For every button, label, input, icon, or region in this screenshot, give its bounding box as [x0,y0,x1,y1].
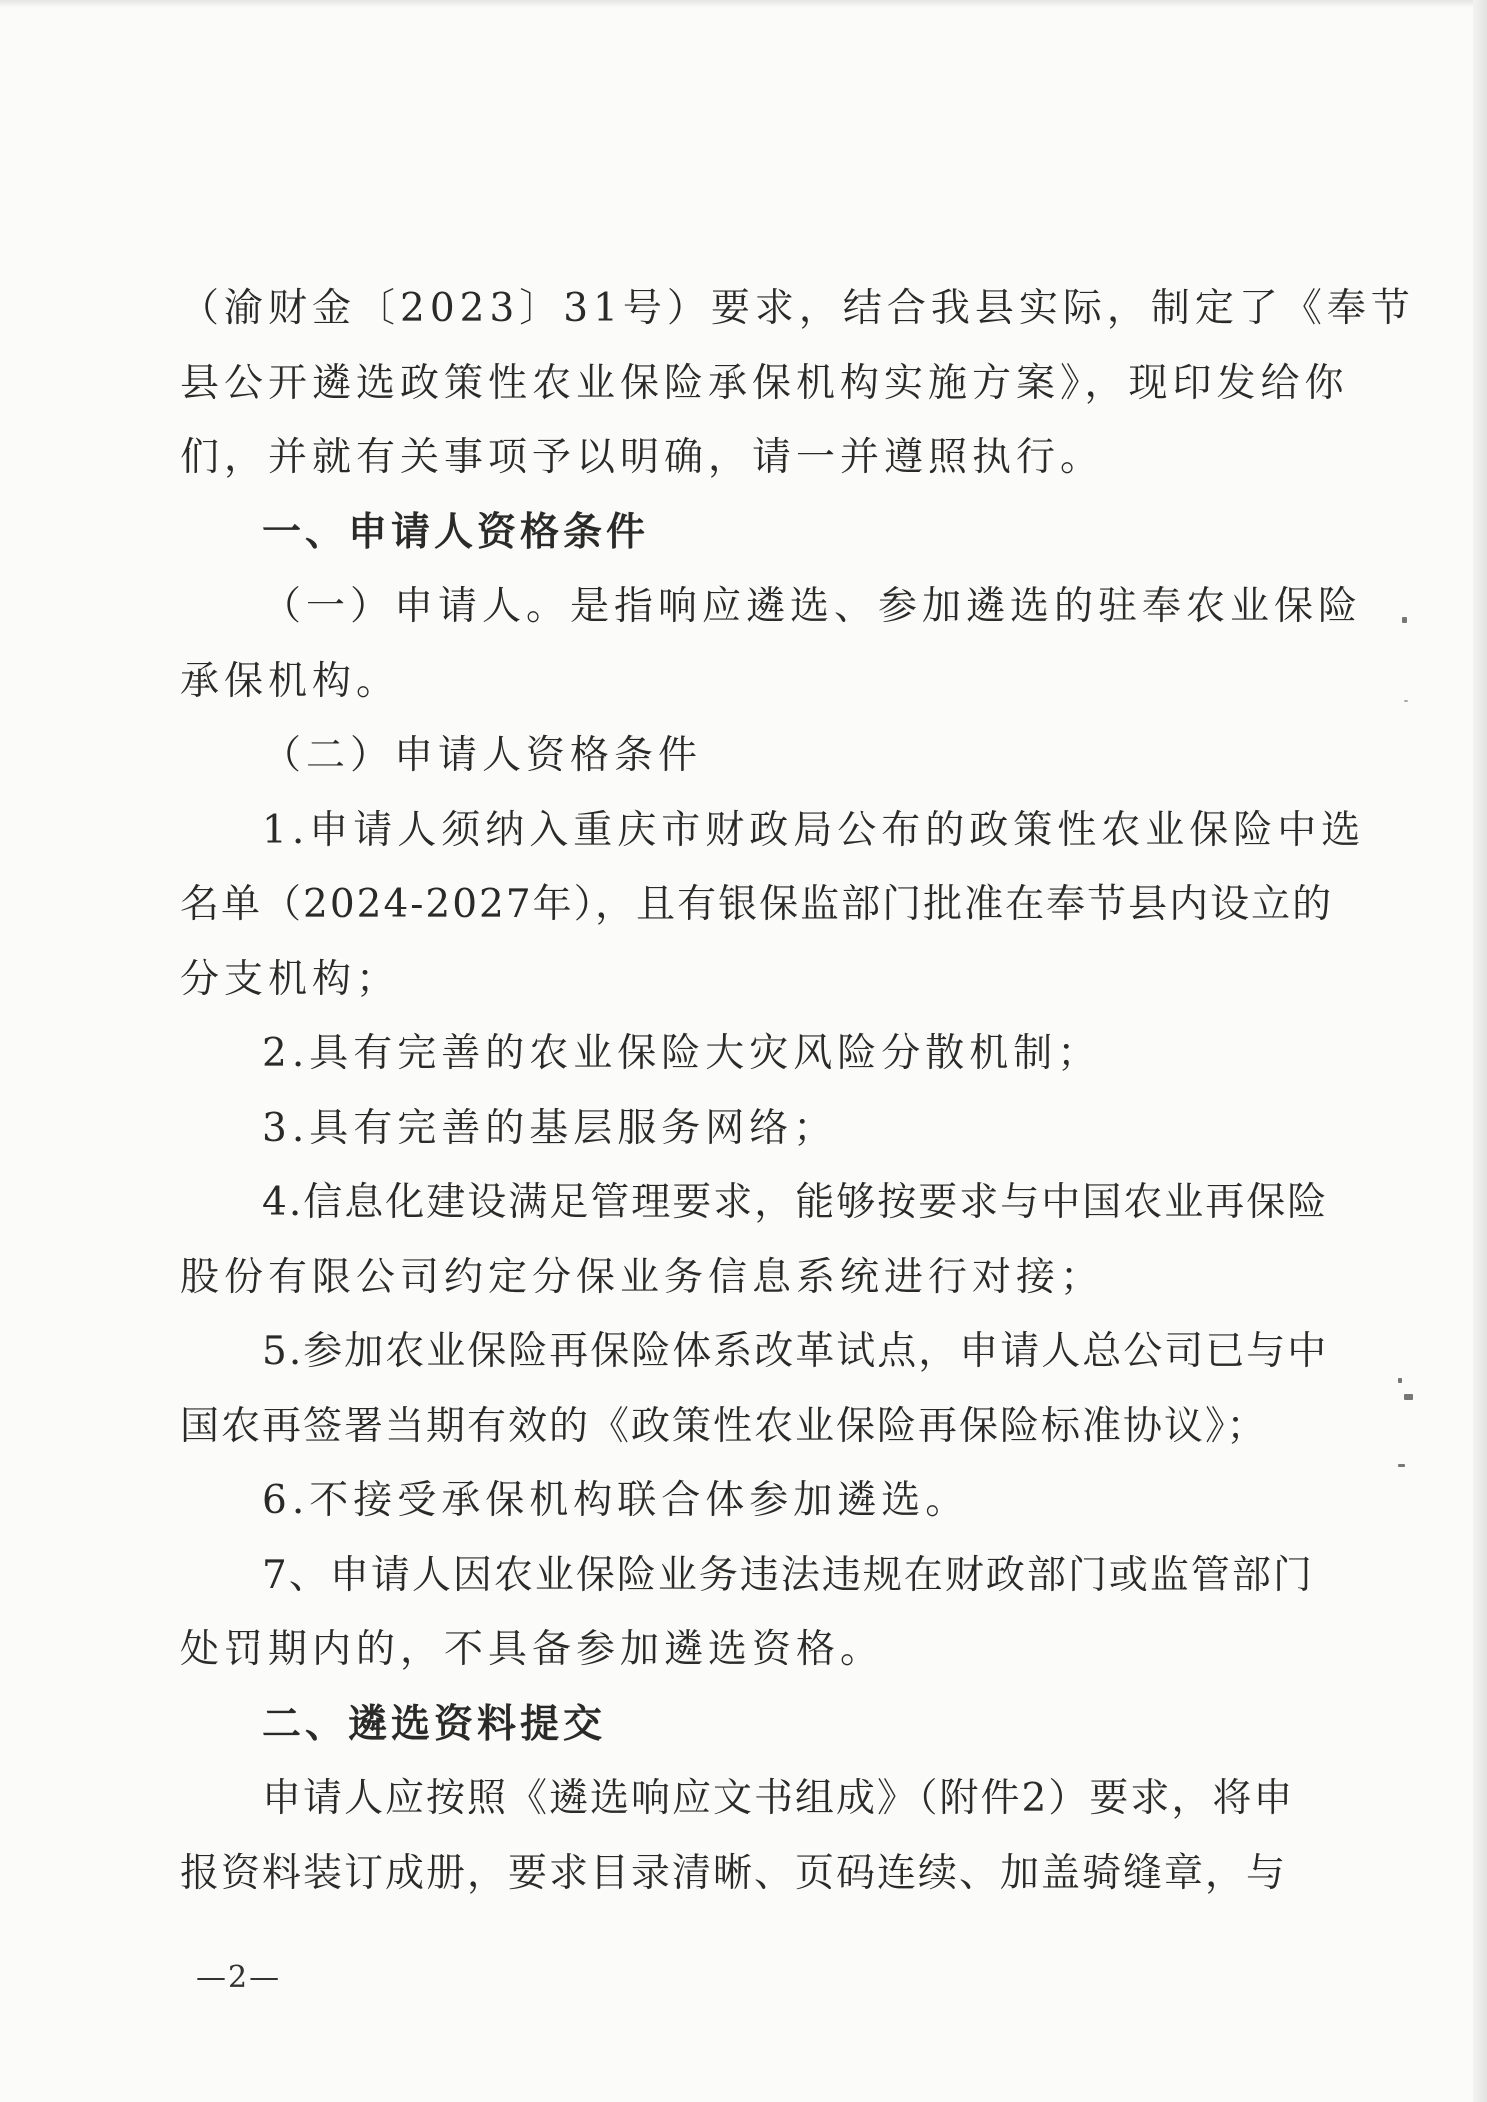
list-item-2: 2.具有完善的农业保险大灾风险分散机制； [262,1031,1102,1076]
scan-speck [1398,1378,1402,1383]
body-line: 县公开遴选政策性农业保险承保机构实施方案》，现印发给你 [180,360,1349,406]
body-line: 申请人应按照《遴选响应文书组成》（附件2）要求，将申 [262,1776,1295,1821]
list-item-3: 3.具有完善的基层服务网络； [262,1105,838,1151]
page-top-edge [0,0,1487,8]
body-line: 们，并就有关事项予以明确，请一并遵照执行。 [180,435,1105,480]
section-heading-2: 二、遴选资料提交 [262,1701,607,1747]
scan-speck [1404,700,1408,702]
subsection-1: （一）申请人。是指响应遴选、参加遴选的驻奉农业保险 [262,584,1363,629]
subsection-2: （二）申请人资格条件 [262,733,703,778]
scan-speck [1398,1464,1405,1467]
body-line: 名单（2024-2027年），且有银保监部门批准在奉节县内设立的 [180,882,1334,927]
list-item-4: 4.信息化建设满足管理要求，能够按要求与中国农业再保险 [262,1180,1329,1225]
body-line: 分支机构； [180,956,401,1002]
body-line: 国农再签署当期有效的《政策性农业保险再保险标准协议》； [180,1403,1268,1449]
list-item-7: 7、申请人因农业保险业务违法违规在财政部门或监管部门 [262,1552,1314,1598]
list-item-6: 6.不接受承保机构联合体参加遴选。 [262,1478,970,1523]
scan-speck [1402,617,1407,623]
page-number: —2— [196,1960,282,1995]
scan-speck [1404,1394,1413,1400]
body-line: 处罚期内的，不具备参加遴选资格。 [180,1627,885,1672]
page-right-edge [1473,0,1487,2102]
list-item-1: 1.申请人须纳入重庆市财政局公布的政策性农业保险中选 [262,807,1366,853]
list-item-5: 5.参加农业保险再保险体系改革试点，申请人总公司已与中 [262,1329,1329,1374]
document-body [180,272,1415,1911]
body-line: 承保机构。 [180,658,401,704]
body-line: （渝财金〔2023〕31号）要求，结合我县实际，制定了《奉节 [180,286,1415,331]
body-line: 股份有限公司约定分保业务信息系统进行对接； [180,1254,1105,1300]
body-line: 报资料装订成册，要求目录清晰、页码连续、加盖骑缝章，与 [180,1850,1288,1896]
section-heading-1: 一、申请人资格条件 [262,509,650,555]
